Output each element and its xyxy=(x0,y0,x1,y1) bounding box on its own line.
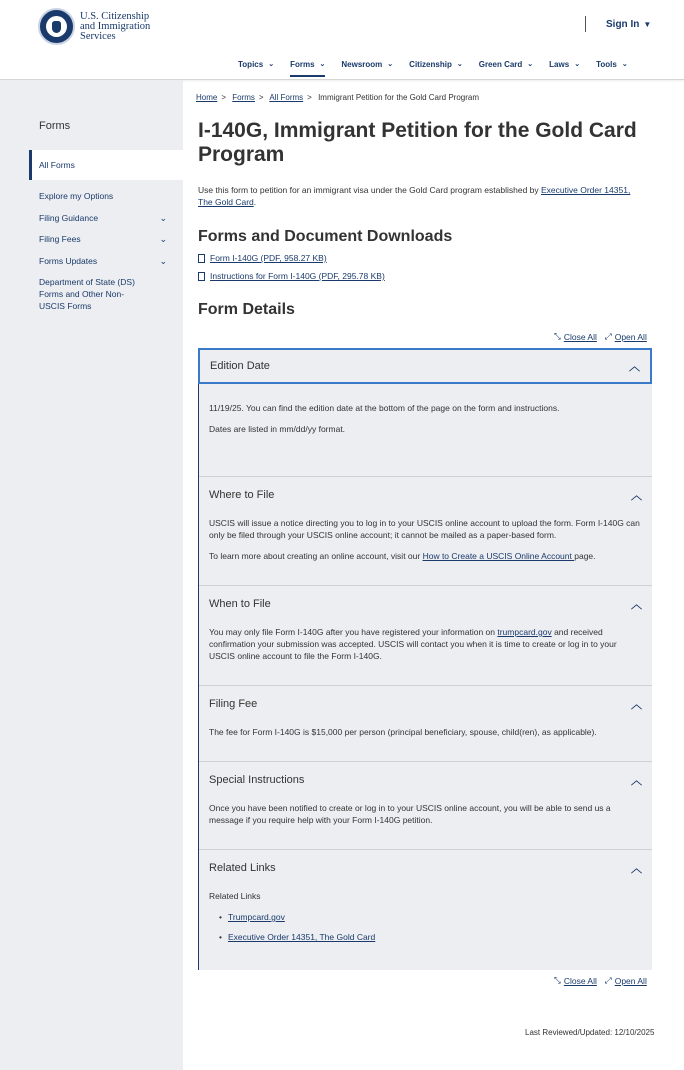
chevron-down-icon: ⌄ xyxy=(574,61,581,68)
nav-citizenship[interactable]: Citizenship ⌄ xyxy=(409,59,463,69)
list-item xyxy=(219,911,642,923)
instructions-pdf-link[interactable]: Instructions for Form I-140G (PDF, 295.78 KB) xyxy=(198,271,385,281)
edition-format-text: Dates are listed in mm/dd/yy format. xyxy=(209,424,346,434)
nav-tools[interactable]: Tools ⌄ xyxy=(596,59,628,69)
breadcrumb-current: Immigrant Petition for the Gold Card Program xyxy=(318,93,480,102)
main-nav xyxy=(238,57,644,71)
caret-down-icon: ▼ xyxy=(643,19,652,29)
chevron-up-icon: ︿ xyxy=(631,863,642,875)
accordion-header-filing-fee[interactable]: Filing Fee ︿ xyxy=(209,698,642,711)
chevron-up-icon: ︿ xyxy=(631,490,642,502)
nav-forms[interactable]: Forms ⌄ xyxy=(290,57,325,71)
chevron-down-icon: ⌄ xyxy=(319,61,326,68)
accordion-edition-date xyxy=(199,348,652,477)
chevron-up-icon: ︿ xyxy=(631,599,642,611)
nav-newsroom[interactable]: Newsroom ⌄ xyxy=(341,59,394,69)
related-links-list xyxy=(209,911,642,943)
where-account-text: To learn more about creating an online account, visit our How to Create a USCIS Online Account page. xyxy=(209,551,596,561)
file-icon xyxy=(198,254,205,263)
open-all-button[interactable]: ⤢ Open All xyxy=(604,331,647,342)
page-title: I-140G, Immigrant Petition for the Gold Card Program xyxy=(198,119,637,166)
breadcrumb-all-forms[interactable]: All Forms xyxy=(269,93,304,102)
chevron-up-icon: ︿ xyxy=(631,699,642,711)
collapse-icon: ⤡ xyxy=(554,331,561,341)
sidebar xyxy=(0,80,183,1070)
intro-paragraph: Use this form to petition for an immigrant visa under the Gold Card program established by Executive Order 14351, The Gold Card. xyxy=(198,185,631,207)
sidebar-item-filing-guidance[interactable]: Filing Guidance ⌄ xyxy=(39,212,167,223)
chevron-down-icon: ⌄ xyxy=(387,61,394,68)
accordion-related-links xyxy=(199,850,652,970)
sidebar-item-explore[interactable]: Explore my Options xyxy=(39,191,114,201)
chevron-down-icon[interactable]: ⌄ xyxy=(159,212,167,223)
breadcrumb-forms[interactable]: Forms xyxy=(232,93,255,102)
executive-order-related-link[interactable]: Executive Order 14351, The Gold Card xyxy=(227,932,376,942)
agency-name xyxy=(80,12,150,42)
accordion-toggles-bottom xyxy=(546,975,647,986)
sidebar-item-filing-fees[interactable]: Filing Fees ⌄ xyxy=(39,234,167,244)
chevron-down-icon[interactable]: ⌄ xyxy=(159,234,167,244)
accordion-filing-fee xyxy=(199,686,652,762)
accordion-header-when-to-file[interactable]: When to File ︿ xyxy=(209,598,642,611)
special-text: Once you have been notified to create or log in to your USCIS online account, you will be able to send us a message if you require help with your Form I-140G petition. xyxy=(209,803,611,825)
accordion-header-related-links[interactable]: Related Links ︿ xyxy=(209,862,642,875)
chevron-up-icon: ︿ xyxy=(631,775,642,787)
accordion-header-special-instructions[interactable]: Special Instructions ︿ xyxy=(209,774,642,787)
breadcrumb-home[interactable]: Home xyxy=(196,93,218,102)
close-all-button[interactable]: ⤡ Close All xyxy=(554,331,597,342)
chevron-down-icon: ⌄ xyxy=(621,61,628,68)
related-links-label: Related Links xyxy=(209,891,261,901)
form-details-heading: Form Details xyxy=(198,301,295,318)
chevron-down-icon: ⌄ xyxy=(527,61,534,68)
nav-topics[interactable]: Topics ⌄ xyxy=(238,59,275,69)
sidebar-item-all-forms[interactable]: All Forms xyxy=(29,150,183,180)
accordion-toggles-top xyxy=(546,331,647,342)
edition-text: 11/19/25. You can find the edition date at the bottom of the page on the form and instructions. xyxy=(209,403,560,413)
chevron-down-icon: ⌄ xyxy=(268,61,275,68)
last-reviewed: Last Reviewed/Updated: 12/10/2025 xyxy=(525,1028,655,1037)
accordion-special-instructions xyxy=(199,762,652,850)
nav-green-card[interactable]: Green Card ⌄ xyxy=(478,59,534,69)
trumpcard-link[interactable]: trumpcard.gov xyxy=(497,627,552,637)
chevron-down-icon[interactable]: ⌄ xyxy=(159,255,167,266)
chevron-up-icon: ︿ xyxy=(629,361,640,373)
form-pdf-link[interactable]: Form I-140G (PDF, 958.27 KB) xyxy=(198,253,327,263)
where-text: USCIS will issue a notice directing you to log in to your USCIS online account to upload the form. Form I-140G can only be filed through your USCIS online account; it cannot be mailed as a paper-based form. xyxy=(209,518,640,540)
agency-line-1: U.S. Citizenship xyxy=(80,10,150,22)
dhs-seal-icon xyxy=(38,8,75,45)
site-header xyxy=(0,0,684,80)
sign-in-label: Sign In xyxy=(606,18,640,30)
sign-in-button[interactable] xyxy=(585,16,651,32)
sidebar-title: Forms xyxy=(39,120,71,132)
collapse-icon: ⤡ xyxy=(554,975,561,985)
fee-text: The fee for Form I-140G is $15,000 per person (principal beneficiary, spouse, child(ren), as applicable). xyxy=(209,727,597,737)
accordion-header-where-to-file[interactable]: Where to File ︿ xyxy=(209,489,642,502)
breadcrumb: Home > Forms > All Forms > Immigrant Petition for the Gold Card Program xyxy=(196,93,480,102)
executive-order-link[interactable]: Executive Order 14351, The Gold Card xyxy=(198,185,631,207)
close-all-button[interactable]: ⤡ Close All xyxy=(554,975,597,986)
accordion-where-to-file xyxy=(199,477,652,586)
chevron-down-icon: ⌄ xyxy=(456,61,463,68)
expand-icon: ⤢ xyxy=(604,331,612,341)
sidebar-item-ds-forms[interactable]: Department of State (DS) Forms and Other Non-USCIS Forms xyxy=(39,277,135,311)
downloads-heading: Forms and Document Downloads xyxy=(198,228,453,245)
open-all-button[interactable]: ⤢ Open All xyxy=(604,975,647,986)
agency-line-3: Services xyxy=(80,30,116,42)
nav-laws[interactable]: Laws ⌄ xyxy=(549,59,581,69)
create-account-link[interactable]: How to Create a USCIS Online Account xyxy=(422,551,575,561)
accordion-when-to-file xyxy=(199,586,652,686)
uscis-logo[interactable] xyxy=(38,8,150,45)
list-item xyxy=(219,931,642,943)
trumpcard-gov-link[interactable]: Trumpcard.gov xyxy=(227,912,285,922)
sidebar-item-forms-updates[interactable]: Forms Updates ⌄ xyxy=(39,255,167,266)
accordion-header-edition-date[interactable]: Edition Date ︿ xyxy=(198,348,652,384)
file-icon xyxy=(198,272,205,281)
expand-icon: ⤢ xyxy=(604,975,612,985)
form-details-accordion xyxy=(198,348,652,970)
when-text: You may only file Form I-140G after you have registered your information on trumpcard.gov and received confirmation your submission was accepted. USCIS will contact you when it is time to create or log in to your USCIS online account to file the Form I-140G. xyxy=(209,627,617,661)
agency-line-2: and Immigration xyxy=(80,20,151,32)
